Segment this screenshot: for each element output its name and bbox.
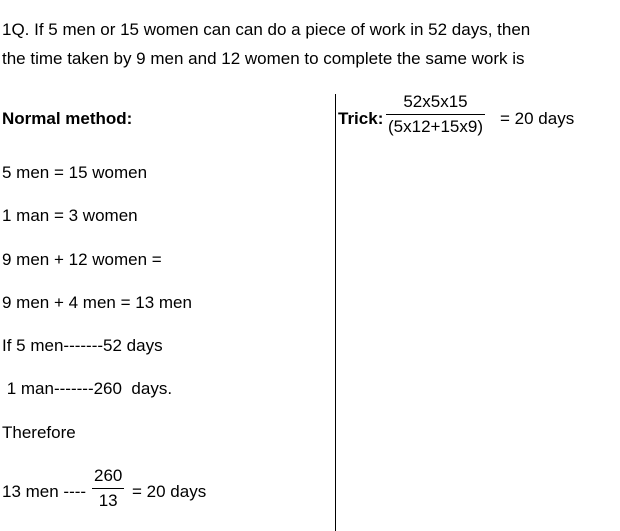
question-line-1: 1Q. If 5 men or 15 women can can do a piece of work in 52 days, then	[2, 20, 531, 39]
step-1: 5 men = 15 women	[2, 163, 148, 182]
trick-denominator: (5x12+15x9)	[388, 117, 483, 136]
trick-suffix: = 20 days	[500, 109, 575, 128]
trick-numerator: 52x5x15	[386, 92, 485, 115]
final-denominator: 13	[98, 491, 118, 510]
question-line-2: the time taken by 9 men and 12 women to complete the same work is	[2, 49, 525, 68]
trick-label: Trick:	[338, 109, 384, 128]
final-numerator: 260	[92, 466, 124, 489]
final-suffix: = 20 days	[132, 482, 207, 501]
final-prefix: 13 men ----	[2, 482, 87, 501]
normal-method-heading: Normal method:	[2, 109, 133, 128]
final-fraction	[92, 466, 124, 511]
step-7: Therefore	[2, 423, 76, 442]
divider-line	[335, 94, 336, 531]
step-4: 9 men + 4 men = 13 men	[2, 293, 192, 312]
trick-fraction	[386, 92, 485, 137]
step-3: 9 men + 12 women =	[2, 250, 162, 269]
step-5: If 5 men-------52 days	[2, 336, 163, 355]
step-2: 1 man = 3 women	[2, 206, 138, 225]
step-6: 1 man-------260 days.	[2, 379, 173, 398]
